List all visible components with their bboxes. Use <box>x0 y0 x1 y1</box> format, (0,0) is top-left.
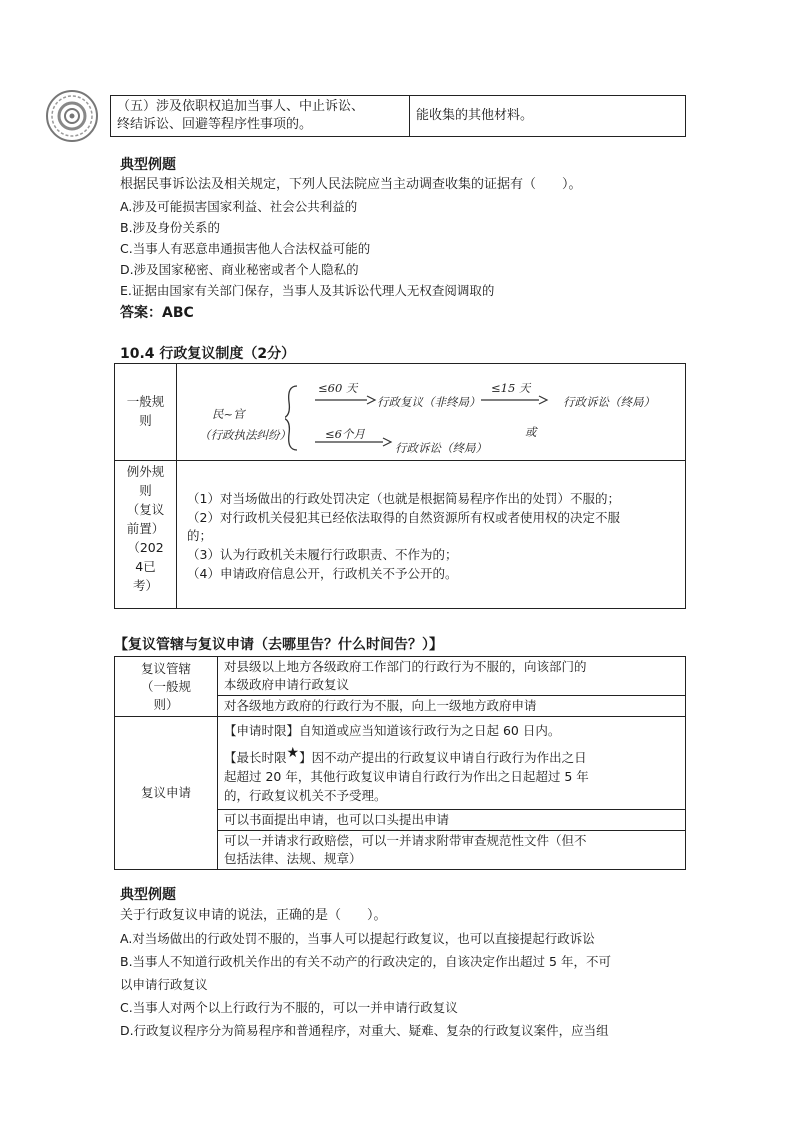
publisher-logo-icon <box>46 90 98 142</box>
label-line: （复议 <box>126 502 165 517</box>
option-line: B.当事人不知道行政机关作出的有关不动产的行政决定的，自该决定作出超过 5 年，不可 <box>120 954 611 969</box>
option-b: B.涉及身份关系的 <box>120 220 221 235</box>
example-heading: 典型例题 <box>120 157 176 173</box>
option-a: A.涉及可能损害国家利益、社会公共利益的 <box>120 199 358 214</box>
cell-text-line <box>224 745 679 767</box>
label-line: （一般规 <box>140 678 191 694</box>
label-line: 一般规 <box>126 394 165 409</box>
general-rule-label <box>115 392 176 430</box>
exception-item: 的； <box>187 528 213 543</box>
cell-text-line: 对各级地方政府的行政行为不服，向上一级地方政府申请 <box>224 698 537 713</box>
exception-item: （4）申请政府信息公开，行政机关不予公开的。 <box>187 566 458 581</box>
diagram-or: 或 <box>525 425 537 439</box>
text-fragment: 】因不动产提出的行政复议申请自行政行为作出之日 <box>299 750 587 765</box>
cell-text-line: （五）涉及依职权追加当事人、中止诉讼、 <box>117 99 365 114</box>
exception-item: （3）认为行政机关未履行行政职责、不作为的； <box>187 547 458 562</box>
cell-text-line: 可以书面提出申请，也可以口头提出申请 <box>224 812 450 827</box>
label-line: （202 <box>127 540 164 555</box>
table-cell-right <box>410 96 686 137</box>
cell-text-line: 包括法律、法规、规章） <box>224 851 362 866</box>
limit-60-days: ≤60 天 <box>318 381 358 395</box>
diagram-party-note: （行政执法纠纷） <box>199 428 291 442</box>
section-title: 10.4 行政复议制度（2分） <box>120 346 296 362</box>
cell-text-line: 终结诉讼、回避等程序性事项的。 <box>117 117 313 132</box>
label-line: 复议管辖 <box>140 660 191 676</box>
option-e: E.证据由国家有关部门保存，当事人及其诉讼代理人无权查阅调取的 <box>120 283 495 298</box>
jurisdiction-label <box>115 657 218 717</box>
option-c: C.当事人有恶意串通损害他人合法权益可能的 <box>120 241 371 256</box>
label-line: 前置） <box>126 521 165 536</box>
table-cell-left <box>111 96 410 137</box>
application-time-limits <box>218 717 686 810</box>
step-admin-litigation: 行政诉讼（终局） <box>563 395 655 409</box>
label-line: 则 <box>139 483 152 498</box>
arrow-head <box>383 438 391 446</box>
cell-text-line: 的，行政复议机关不予受理。 <box>224 788 387 803</box>
answer: 答案：ABC <box>120 305 194 321</box>
limit-6-months: ≤6个月 <box>325 427 365 441</box>
application-joint-claims <box>218 831 686 870</box>
brace-shape <box>285 386 297 450</box>
cell-text-line: 对县级以上地方各级政府工作部门的行政行为不服的，向该部门的 <box>224 659 587 674</box>
cell-text-line: 可以一并请求行政赔偿，可以一并请求附带审查规范性文件（但不 <box>224 833 587 848</box>
application-form <box>218 810 686 831</box>
application-label <box>115 717 218 870</box>
star-icon: ★ <box>286 745 300 761</box>
arrow-head <box>539 396 547 404</box>
step-direct-litigation: 行政诉讼（终局） <box>395 441 487 455</box>
limit-15-days: ≤15 天 <box>491 381 531 395</box>
jurisdiction-title: 【复议管辖与复议申请（去哪里告？什么时间告？）】 <box>114 637 443 653</box>
example-heading: 典型例题 <box>120 887 176 903</box>
option-d: D.涉及国家秘密、商业秘密或者个人隐私的 <box>120 262 359 277</box>
option-line: A.对当场做出的行政处罚不服的，当事人可以提起行政复议，也可以直接提起行政诉讼 <box>120 931 595 946</box>
cell-text-line: 本级政府申请行政复议 <box>224 677 350 692</box>
cell-text-line: 【申请时限】自知道或应当知道该行政行为之日起 60 日内。 <box>224 723 561 738</box>
label-line: 则 <box>139 413 152 428</box>
label-text: 复议申请 <box>140 785 191 800</box>
jurisdiction-rule-2 <box>218 696 686 717</box>
exception-item: （2）对行政机关侵犯其已经依法取得的自然资源所有权或者使用权的决定不服 <box>187 510 620 525</box>
label-line: 考） <box>132 578 158 593</box>
exception-rule-label <box>115 462 176 595</box>
cell-text-line: 起超过 20 年，其他行政复议申请自行政行为作出之日起超过 5 年 <box>224 769 589 784</box>
arrow-head <box>367 396 375 404</box>
option-line: D.行政复议程序分为简易程序和普通程序，对重大、疑难、复杂的行政复议案件，应当组 <box>120 1023 609 1038</box>
evidence-collection-table-continued <box>110 95 686 137</box>
text-fragment: 【最长时限 <box>224 750 287 765</box>
label-line: 例外规 <box>126 464 165 479</box>
jurisdiction-table <box>114 656 686 870</box>
example-question: 根据民事诉讼法及相关规定，下列人民法院应当主动调查收集的证据有（ ）。 <box>120 177 582 192</box>
exception-item: （1）对当场做出的行政处罚决定（也就是根据简易程序作出的处罚）不服的； <box>187 491 620 506</box>
cell-text: 能收集的其他材料。 <box>416 108 534 123</box>
example-question: 关于行政复议申请的说法，正确的是（ ）。 <box>120 908 387 923</box>
label-line: 则） <box>153 696 179 712</box>
option-line: 以申请行政复议 <box>120 977 208 992</box>
label-line: 4已 <box>135 559 156 574</box>
option-line: C.当事人对两个以上行政行为不服的，可以一并申请行政复议 <box>120 1000 458 1015</box>
step-admin-review: 行政复议（非终局） <box>377 395 481 409</box>
diagram-party: 民~官 <box>212 407 245 421</box>
jurisdiction-rule-1 <box>218 657 686 696</box>
review-system-table <box>114 363 686 609</box>
